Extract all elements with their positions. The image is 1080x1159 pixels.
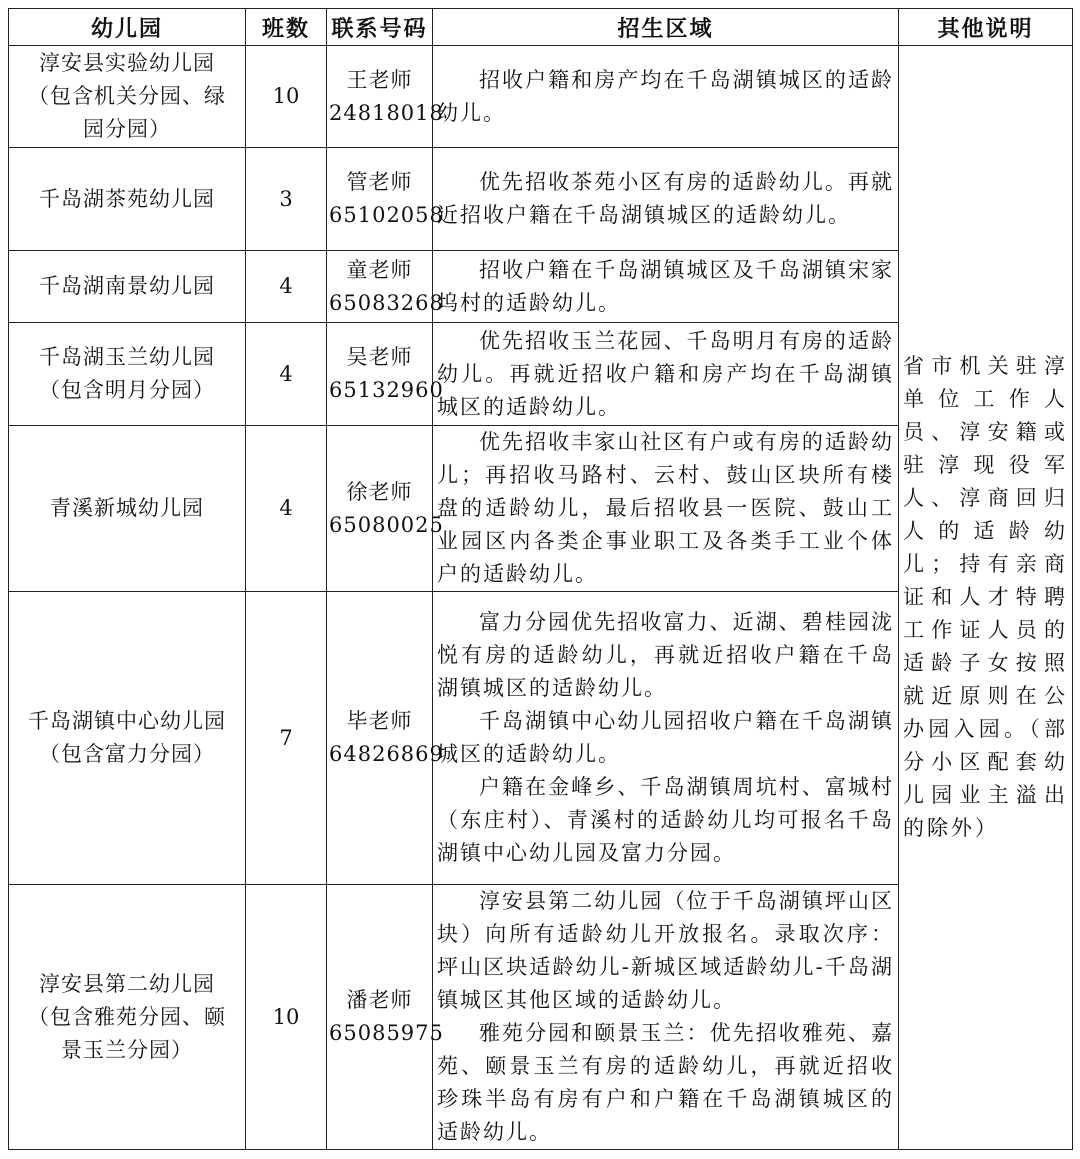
area-paragraph: 优先招收茶苑小区有房的适龄幼儿。再就近招收户籍在千岛湖镇城区的适龄幼儿。 (437, 170, 894, 227)
class-count: 4 (246, 251, 327, 323)
area-paragraph: 淳安县第二幼儿园（位于千岛湖镇坪山区块）向所有适龄幼儿开放报名。录取次序：坪山区块适龄幼儿-新城区域适龄幼儿-千岛湖镇城区其他区域的适龄幼儿。 (437, 889, 894, 1012)
enrollment-area (433, 592, 899, 885)
contact-phone: 65085975 (329, 1021, 444, 1045)
kindergarten-name: （包含富力分园） (39, 742, 215, 766)
kindergarten-name-cell (9, 885, 246, 1150)
kindergarten-name: 淳安县第二幼儿园 (39, 971, 215, 996)
kindergarten-name: 千岛湖镇中心幼儿园 (28, 709, 226, 733)
contact-name: 管老师 (346, 170, 413, 194)
area-paragraph: 富力分园优先招收富力、近湖、碧桂园泷悦有房的适龄幼儿，再就近招收户籍在千岛湖镇城区的适龄幼儿。 (437, 610, 894, 700)
kindergarten-name: （包含明月分园） (39, 378, 215, 402)
contact-cell (327, 426, 444, 592)
kindergarten-name: 千岛湖茶苑幼儿园 (39, 186, 215, 211)
header-classes: 班数 (246, 9, 327, 46)
kindergarten-name: 千岛湖玉兰幼儿园 (39, 345, 215, 369)
contact-name: 毕老师 (346, 709, 413, 733)
class-count: 7 (246, 592, 327, 885)
contact-cell (327, 592, 444, 885)
enrollment-area (433, 251, 899, 323)
header-kindergarten: 幼儿园 (9, 9, 246, 46)
other-note: 省市机关驻淳单位工作人员、淳安籍或驻淳现役军人、淳商回归人的适龄幼儿；持有亲商证和人才特聘工作证人员的适龄子女按照就近原则在公办园入园。（部分小区配套幼儿园业主溢出的除外） (899, 46, 1073, 1150)
kindergarten-name: （包含机关分园、绿 (28, 84, 226, 108)
contact-phone: 65080025 (329, 512, 444, 537)
kindergarten-name-cell (9, 323, 246, 426)
header-area: 招生区域 (433, 9, 899, 46)
class-count: 4 (246, 323, 327, 426)
contact-cell (327, 885, 444, 1150)
contact-phone: 64826869 (329, 742, 444, 766)
kindergarten-name: 千岛湖南景幼儿园 (39, 274, 215, 298)
class-count: 10 (246, 46, 327, 148)
enrollment-area (433, 885, 899, 1150)
kindergarten-name: 青溪新城幼儿园 (50, 496, 204, 520)
area-paragraph: 户籍在金峰乡、千岛湖镇周坑村、富城村（东庄村）、青溪村的适龄幼儿均可报名千岛湖镇中心幼儿园及富力分园。 (437, 775, 894, 865)
kindergarten-name-cell (9, 46, 246, 148)
enrollment-table-wrapper (8, 8, 1072, 1150)
kindergarten-name-cell (9, 426, 246, 592)
kindergarten-name-cell (9, 148, 246, 251)
contact-name: 潘老师 (346, 988, 413, 1012)
contact-cell (327, 148, 444, 251)
enrollment-area (433, 46, 899, 148)
area-paragraph: 招收户籍和房产均在千岛湖镇城区的适龄幼儿。 (437, 67, 894, 125)
class-count: 4 (246, 426, 327, 592)
contact-cell (327, 251, 444, 323)
kindergarten-name: 园分园） (83, 117, 171, 141)
table-row (9, 46, 1073, 148)
kindergarten-name: 淳安县实验幼儿园 (39, 51, 215, 75)
area-paragraph: 雅苑分园和颐景玉兰：优先招收雅苑、嘉苑、颐景玉兰有房的适龄幼儿，再就近招收珍珠半岛有房有户和户籍在千岛湖镇城区的适龄幼儿。 (437, 1021, 894, 1144)
contact-name: 童老师 (346, 257, 413, 282)
contact-phone: 24818018 (329, 100, 444, 125)
enrollment-area (433, 323, 899, 426)
class-count: 10 (246, 885, 327, 1150)
contact-phone: 65102058 (329, 203, 444, 227)
area-paragraph: 优先招收玉兰花园、千岛明月有房的适龄幼儿。再就近招收户籍和房产均在千岛湖镇城区的适龄幼儿。 (437, 328, 894, 419)
kindergarten-name: 景玉兰分园） (61, 1037, 193, 1062)
header-other: 其他说明 (899, 9, 1073, 46)
class-count: 3 (246, 148, 327, 251)
contact-phone: 65083268 (329, 290, 444, 315)
contact-name: 吴老师 (346, 345, 413, 369)
header-row (9, 9, 1073, 46)
contact-cell (327, 46, 444, 148)
enrollment-area (433, 148, 899, 251)
contact-name: 王老师 (346, 67, 413, 92)
kindergarten-name-cell (9, 592, 246, 885)
contact-name: 徐老师 (346, 479, 413, 504)
header-contact: 联系号码 (327, 9, 433, 46)
area-paragraph: 优先招收丰家山社区有户或有房的适龄幼儿；再招收马路村、云村、鼓山区块所有楼盘的适龄幼儿，最后招收县一医院、鼓山工业园区内各类企事业职工及各类手工业个体户的适龄幼儿。 (437, 430, 894, 586)
kindergarten-name: （包含雅苑分园、颐 (28, 1004, 226, 1029)
area-paragraph: 千岛湖镇中心幼儿园招收户籍在千岛湖镇城区的适龄幼儿。 (437, 709, 894, 766)
kindergarten-enrollment-table (8, 8, 1073, 1150)
contact-phone: 65132960 (329, 378, 444, 402)
contact-cell (327, 323, 444, 426)
area-paragraph: 招收户籍在千岛湖镇城区及千岛湖镇宋家坞村的适龄幼儿。 (437, 257, 894, 315)
enrollment-area (433, 426, 899, 592)
kindergarten-name-cell (9, 251, 246, 323)
